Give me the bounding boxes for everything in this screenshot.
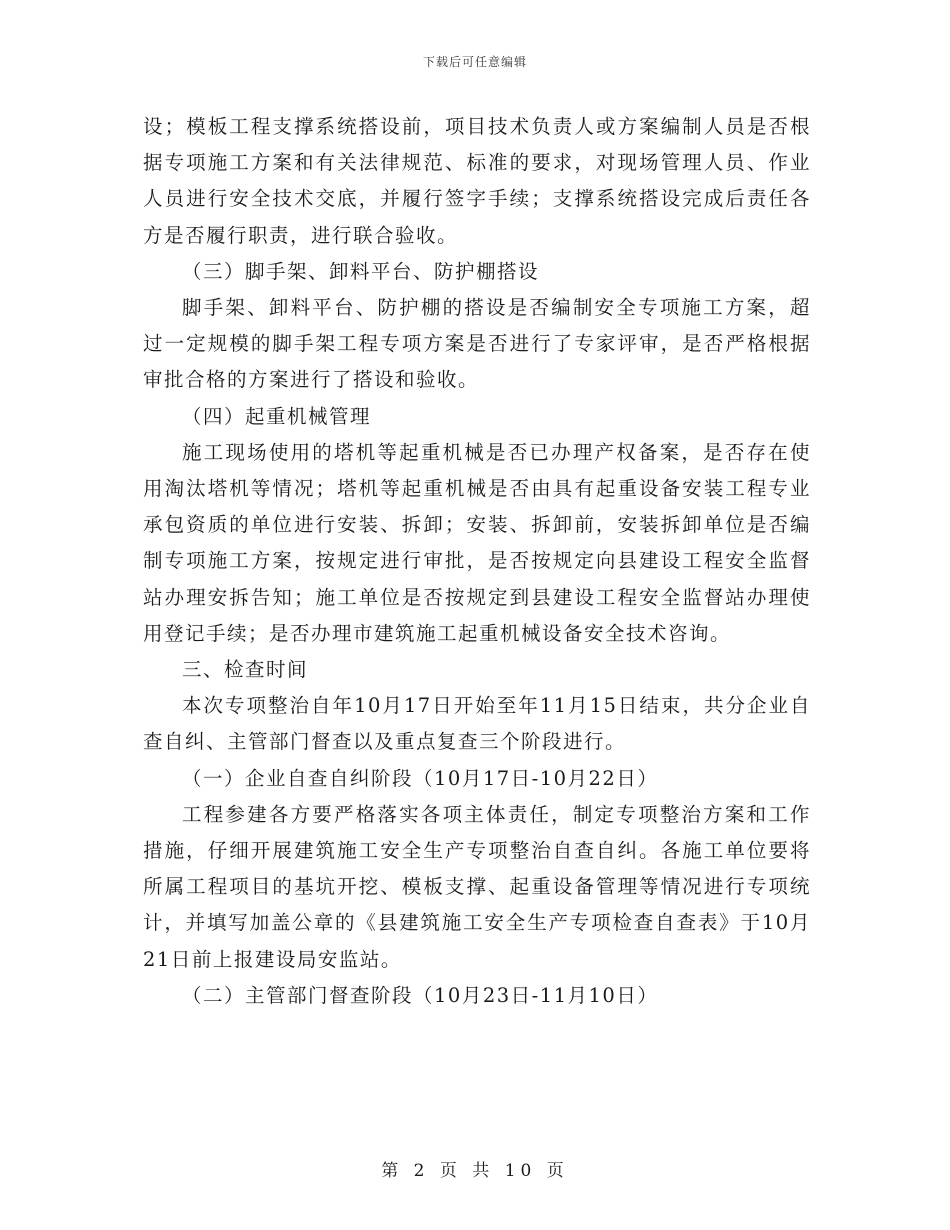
- heading-self-inspection-stage: （一）企业自查自纠阶段（10月17日-10月22日）: [182, 766, 659, 790]
- paragraph-inspection-time: 本次专项整治自年10月17日开始至年11月15日结束，共分企业自查自纠、主管部门督查以及重点复查三个阶段进行。: [143, 694, 811, 754]
- heading-scaffolding: （三）脚手架、卸料平台、防护棚搭设: [182, 259, 540, 283]
- document-body: [143, 109, 811, 1014]
- page-header-note: 下载后可任意编辑: [422, 55, 527, 69]
- paragraph-self-inspection-stage: 工程参建各方要严格落实各项主体责任，制定专项整治方案和工作措施，仔细开展建筑施工安全生产专项整治自查自纠。各施工单位要将所属工程项目的基坑开挖、模板支撑、起重设备管理等情况进行专项统计，并填写加盖公章的《县建筑施工安全生产专项检查自查表》于10月21日前上报建设局安监站。: [143, 802, 811, 971]
- page-number-footer: 第 2 页 共 10 页: [381, 1161, 569, 1181]
- heading-supervision-stage: （二）主管部门督查阶段（10月23日-11月10日）: [182, 983, 659, 1007]
- paragraph-formwork-support: 设；模板工程支撑系统搭设前，项目技术负责人或方案编制人员是否根据专项施工方案和有关法律规范、标准的要求，对现场管理人员、作业人员进行安全技术交底，并履行签字手续；支撑系统搭设完成后责任各方是否履行职责，进行联合验收。: [143, 115, 811, 247]
- heading-inspection-time: 三、检查时间: [182, 658, 309, 682]
- paragraph-lifting-machinery: 施工现场使用的塔机等起重机械是否已办理产权备案，是否存在使用淘汰塔机等情况；塔机等起重机械是否由具有起重设备安装工程专业承包资质的单位进行安装、拆卸；安装、拆卸前，安装拆卸单位是否编制专项施工方案，按规定进行审批，是否按规定向县建设工程安全监督站办理安拆告知；施工单位是否按规定到县建设工程安全监督站办理使用登记手续；是否办理市建筑施工起重机械设备安全技术咨询。: [143, 440, 811, 645]
- heading-lifting-machinery: （四）起重机械管理: [182, 404, 372, 428]
- paragraph-scaffolding: 脚手架、卸料平台、防护棚的搭设是否编制安全专项施工方案，超过一定规模的脚手架工程专项方案是否进行了专家评审，是否严格根据审批合格的方案进行了搭设和验收。: [143, 296, 811, 392]
